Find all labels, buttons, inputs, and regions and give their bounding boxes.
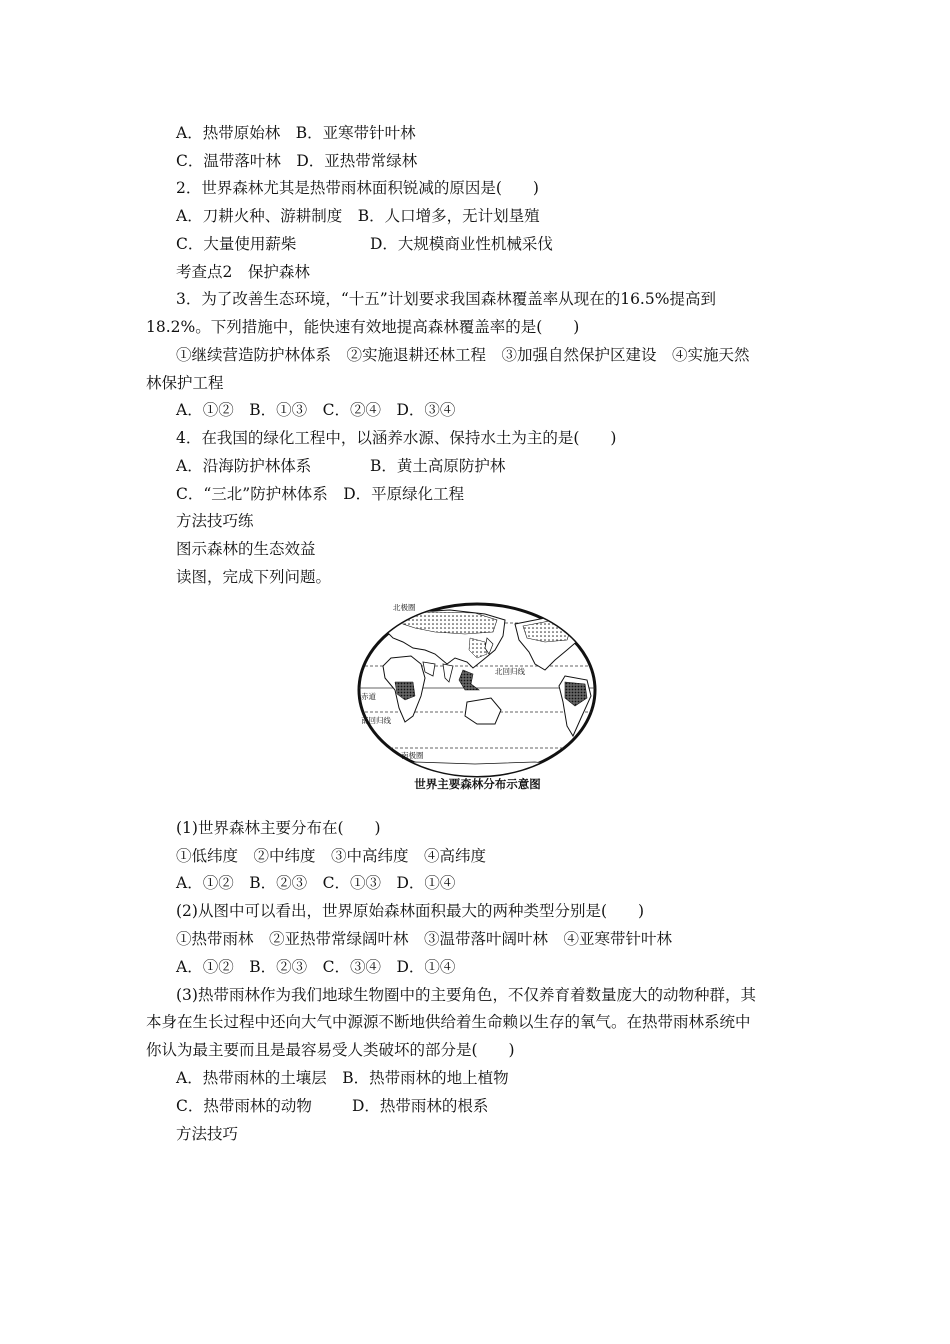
q4-options-cd: C．“三北”防护林体系 D．平原绿化工程 — [176, 485, 465, 503]
q4-option-a: A．沿海防护林体系 — [176, 457, 312, 475]
q4-stem: 4．在我国的绿化工程中，以涵养水源、保持水土为主的是( ) — [176, 429, 617, 447]
sub1-items: ①低纬度 ②中纬度 ③中高纬度 ④高纬度 — [176, 847, 487, 865]
section-method: 方法技巧练 — [176, 512, 254, 530]
sub3-stem-line3: 你认为最主要而且是最容易受人类破坏的部分是( ) — [146, 1041, 515, 1059]
map-caption: 世界主要森林分布示意图 — [414, 777, 541, 791]
q2-option-c: C．大量使用薪柴 — [176, 235, 297, 253]
q2-stem: 2．世界森林尤其是热带雨林面积锐减的原因是( ) — [176, 179, 539, 197]
section-method-end: 方法技巧 — [176, 1125, 239, 1143]
q3-stem-line1: 3．为了改善生态环境，“十五”计划要求我国森林覆盖率从现在的16.5%提高到 — [176, 290, 716, 308]
sub2-items: ①热带雨林 ②亚热带常绿阔叶林 ③温带落叶阔叶林 ④亚寒带针叶林 — [176, 930, 673, 948]
q1-options-ab: A．热带原始林 B．亚寒带针叶林 — [176, 124, 416, 142]
sub2-options: A．①② B．②③ C．③④ D．①④ — [176, 958, 456, 976]
q3-options: A．①② B．①③ C．②④ D．③④ — [176, 401, 456, 419]
q2-option-d: D．大规模商业性机械采伐 — [370, 235, 553, 253]
sub3-stem-line2: 本身在生长过程中还向大气中源源不断地供给着生命赖以生存的氧气。在热带雨林系统中 — [146, 1013, 751, 1031]
sub1-options: A．①② B．②③ C．①③ D．①④ — [176, 874, 456, 892]
map-label-arctic-circle: 北极圈 — [393, 603, 416, 612]
q3-items-line2: 林保护工程 — [146, 374, 224, 392]
world-forest-map — [355, 598, 600, 796]
sub1-stem: (1)世界森林主要分布在( ) — [176, 819, 381, 837]
sub2-stem: (2)从图中可以看出，世界原始森林面积最大的两种类型分别是( ) — [176, 902, 645, 920]
q3-stem-line2: 18.2%。下列措施中，能快速有效地提高森林覆盖率的是( ) — [146, 318, 580, 336]
section-topic: 图示森林的生态效益 — [176, 540, 316, 558]
q2-options-ab: A．刀耕火种、游耕制度 B．人口增多，无计划垦殖 — [176, 207, 540, 225]
sub3-option-d: D．热带雨林的根系 — [352, 1097, 489, 1115]
q3-items-line1: ①继续营造防护林体系 ②实施退耕还林工程 ③加强自然保护区建设 ④实施天然 — [176, 346, 750, 364]
map-label-antarctic-circle: 南极圈 — [401, 751, 424, 760]
map-label-tropic-capricorn: 南回归线 — [361, 716, 391, 725]
map-label-tropic-cancer: 北回归线 — [495, 667, 525, 676]
q1-options-cd: C．温带落叶林 D．亚热带常绿林 — [176, 152, 418, 170]
instruction: 读图，完成下列问题。 — [176, 568, 332, 586]
section-kp2: 考查点2 保护森林 — [176, 263, 310, 281]
map-label-equator: 赤道 — [361, 692, 376, 701]
sub3-options-ab: A．热带雨林的土壤层 B．热带雨林的地上植物 — [176, 1069, 509, 1087]
sub3-stem-line1: (3)热带雨林作为我们地球生物圈中的主要角色，不仅养育着数量庞大的动物种群，其 — [176, 986, 756, 1004]
q4-option-b: B．黄土高原防护林 — [370, 457, 506, 475]
sub3-option-c: C．热带雨林的动物 — [176, 1097, 312, 1115]
